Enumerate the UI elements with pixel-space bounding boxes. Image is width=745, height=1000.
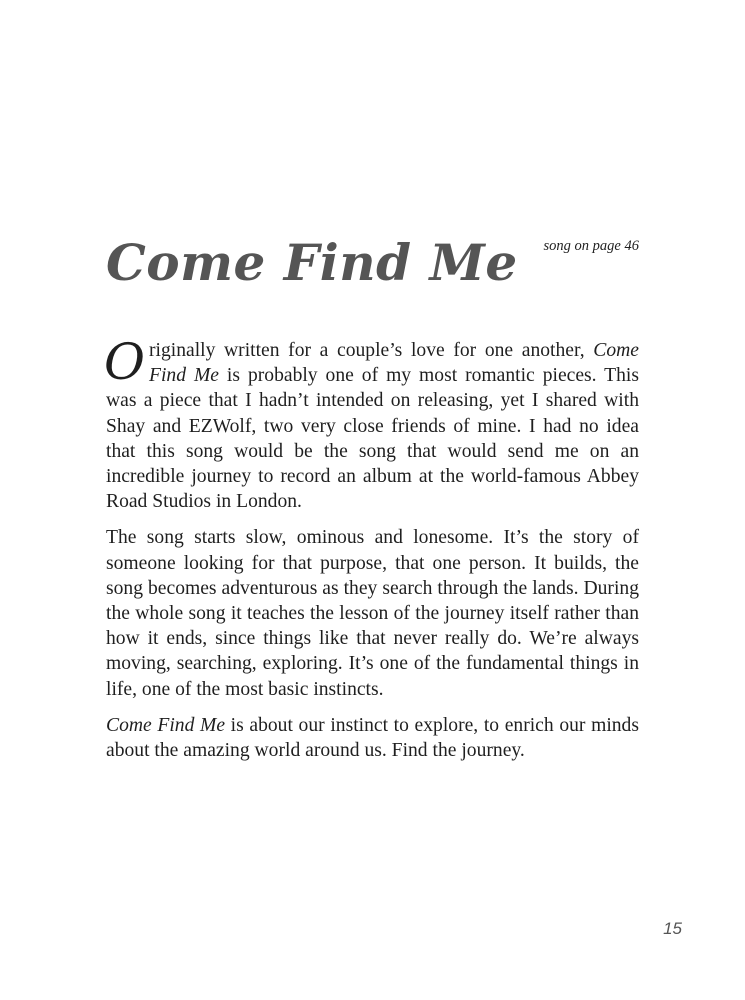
- paragraph-3-song-title: Come Find Me: [106, 714, 226, 736]
- paragraph-2: The song starts slow, ominous and lonesome. It’s the story of someone looking for that purpose, that one person. It builds, the song becomes adventurous as they search through the lands. During the whole song it teaches the lesson of the journey itself rather than how it ends, since things like that never really do. We’re always moving, searching, exploring. It’s one of the fundamental things in life, one of the most basic instincts.: [106, 527, 639, 700]
- song-page-reference: song on page 46: [543, 238, 639, 254]
- paragraph-1: [104, 333, 639, 514]
- paragraph-3: [106, 713, 639, 763]
- paragraph-1-text-a: riginally written for a couple’s love for one another,: [149, 340, 594, 361]
- paragraph-3-text: is about our instinct to explore, to enrich our minds about the amazing world around us. Find the journey.: [106, 714, 639, 762]
- drop-cap: O: [104, 333, 145, 391]
- page-number: 15: [663, 919, 682, 938]
- paragraph-1-text-b: is probably one of my most romantic pieces. This was a piece that I hadn’t intended on releasing, yet I shared with Shay and EZWolf, two very close friends of mine. I had no idea that this song would be the song that would send me on an incredible journey to record an album at the world-famous Abbey Road Studios in London.: [106, 365, 639, 513]
- body-text: [104, 333, 639, 774]
- paragraph-1-song-title: Come Find Me: [149, 340, 639, 387]
- chapter-title: Come Find Me: [106, 232, 518, 292]
